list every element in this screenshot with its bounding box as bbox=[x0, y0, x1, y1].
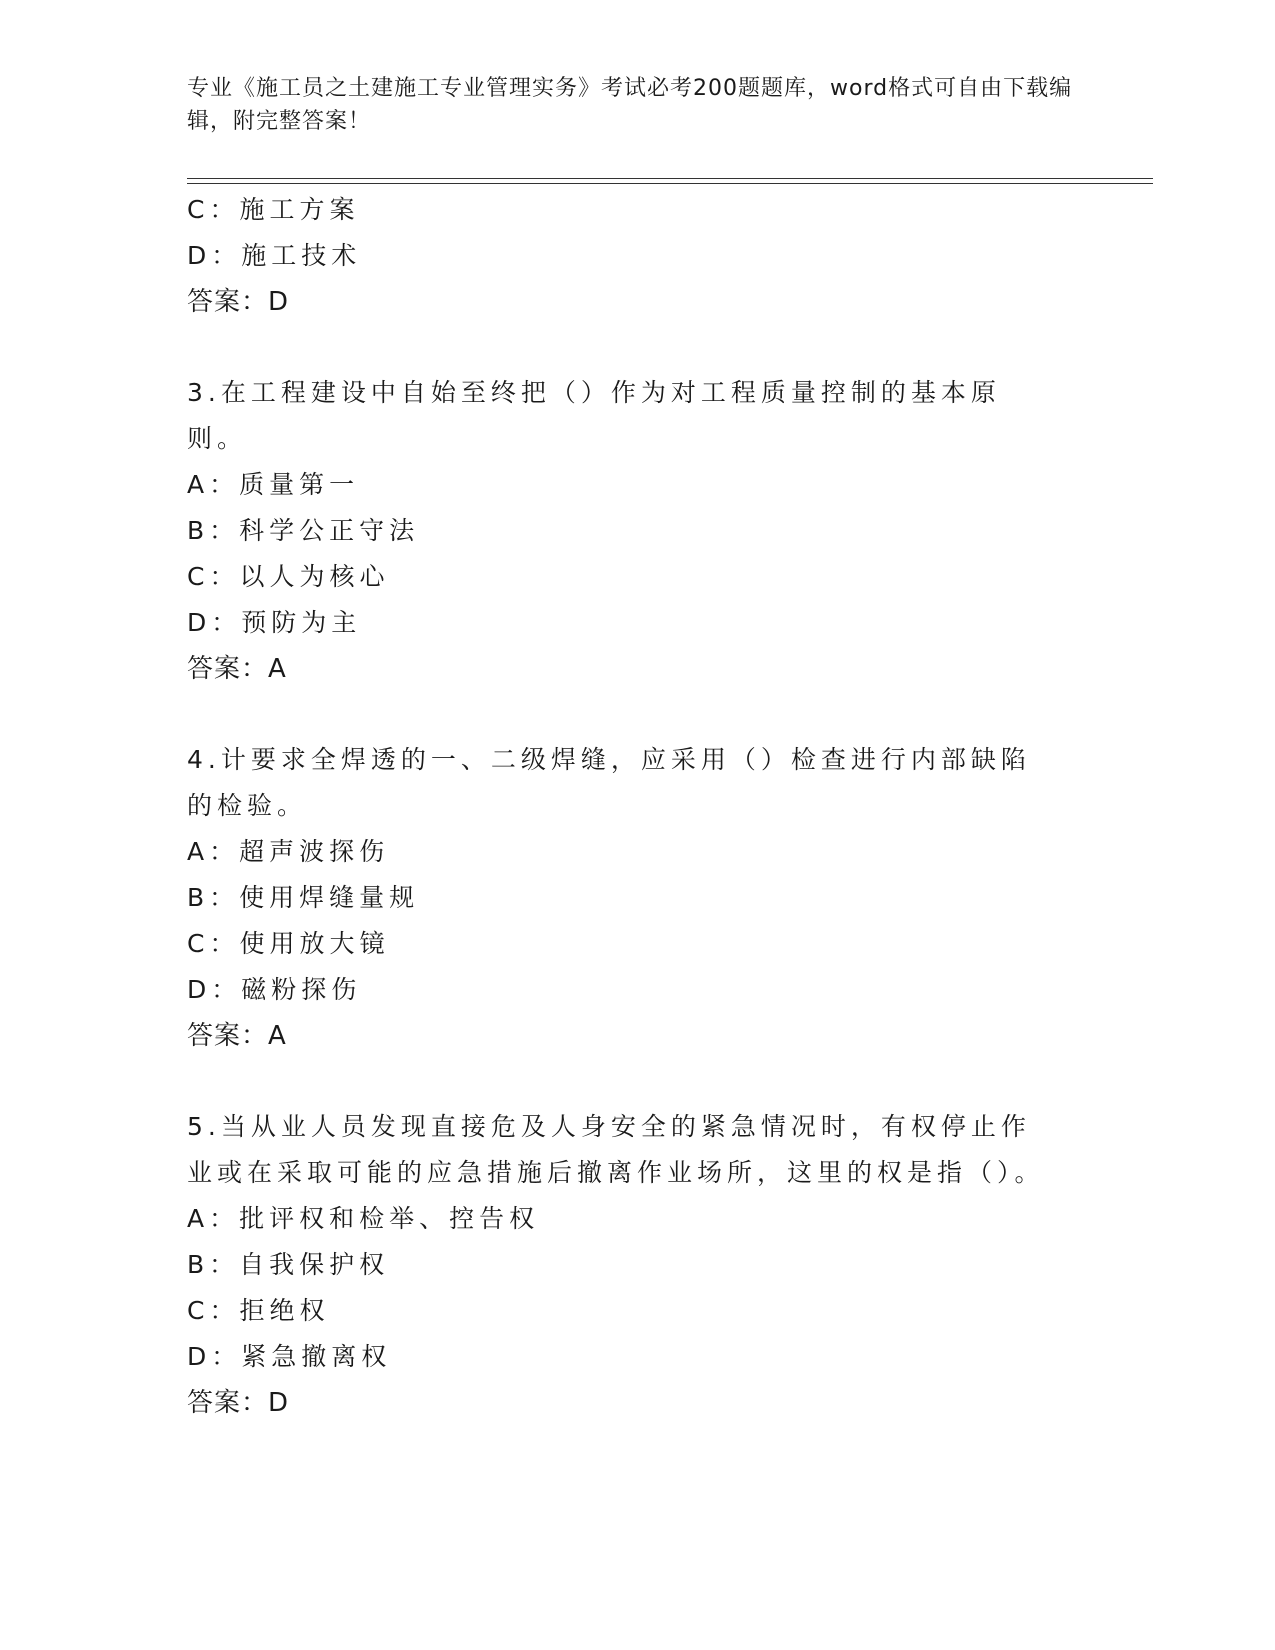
answer: 答案：D bbox=[187, 287, 290, 317]
question-text: 4.计要求全焊透的一、二级焊缝，应采用（）检查进行内部缺陷的检验。 bbox=[187, 745, 1031, 820]
answer: 答案：D bbox=[187, 1388, 290, 1418]
question-block-partial bbox=[187, 187, 1087, 325]
spacer bbox=[187, 325, 1087, 370]
option-d: D：紧急撤离权 bbox=[187, 1342, 392, 1371]
option-c: C：拒绝权 bbox=[187, 1296, 330, 1325]
document-header: 专业《施工员之土建施工专业管理实务》考试必考200题题库，word格式可自由下载编辑，附完整答案！ bbox=[187, 76, 1073, 134]
question-text: 5.当从业人员发现直接危及人身安全的紧急情况时，有权停止作业或在采取可能的应急措施后撤离作业场所，这里的权是指（）。 bbox=[187, 1112, 1045, 1187]
header-rule-top bbox=[187, 178, 1153, 179]
answer: 答案：A bbox=[187, 1021, 287, 1051]
question-block-3 bbox=[187, 370, 1087, 692]
answer: 答案：A bbox=[187, 654, 287, 684]
option-d: D：预防为主 bbox=[187, 608, 362, 637]
spacer bbox=[187, 692, 1087, 737]
option-b: B：使用焊缝量规 bbox=[187, 883, 420, 912]
option-c: C：以人为核心 bbox=[187, 562, 390, 591]
option-d: D：磁粉探伤 bbox=[187, 975, 362, 1004]
option-a: A：超声波探伤 bbox=[187, 837, 390, 866]
document-body bbox=[187, 187, 1087, 1426]
option-d: D：施工技术 bbox=[187, 241, 362, 270]
question-text: 3.在工程建设中自始至终把（）作为对工程质量控制的基本原则。 bbox=[187, 378, 1001, 453]
question-block-5 bbox=[187, 1104, 1087, 1426]
question-block-4 bbox=[187, 737, 1087, 1059]
option-b: B：自我保护权 bbox=[187, 1250, 390, 1279]
option-c: C：使用放大镜 bbox=[187, 929, 390, 958]
option-a: A：质量第一 bbox=[187, 470, 360, 499]
spacer bbox=[187, 1059, 1087, 1104]
option-a: A：批评权和检举、控告权 bbox=[187, 1204, 540, 1233]
option-b: B：科学公正守法 bbox=[187, 516, 420, 545]
header-rule-bottom bbox=[187, 183, 1153, 184]
option-c: C：施工方案 bbox=[187, 195, 360, 224]
